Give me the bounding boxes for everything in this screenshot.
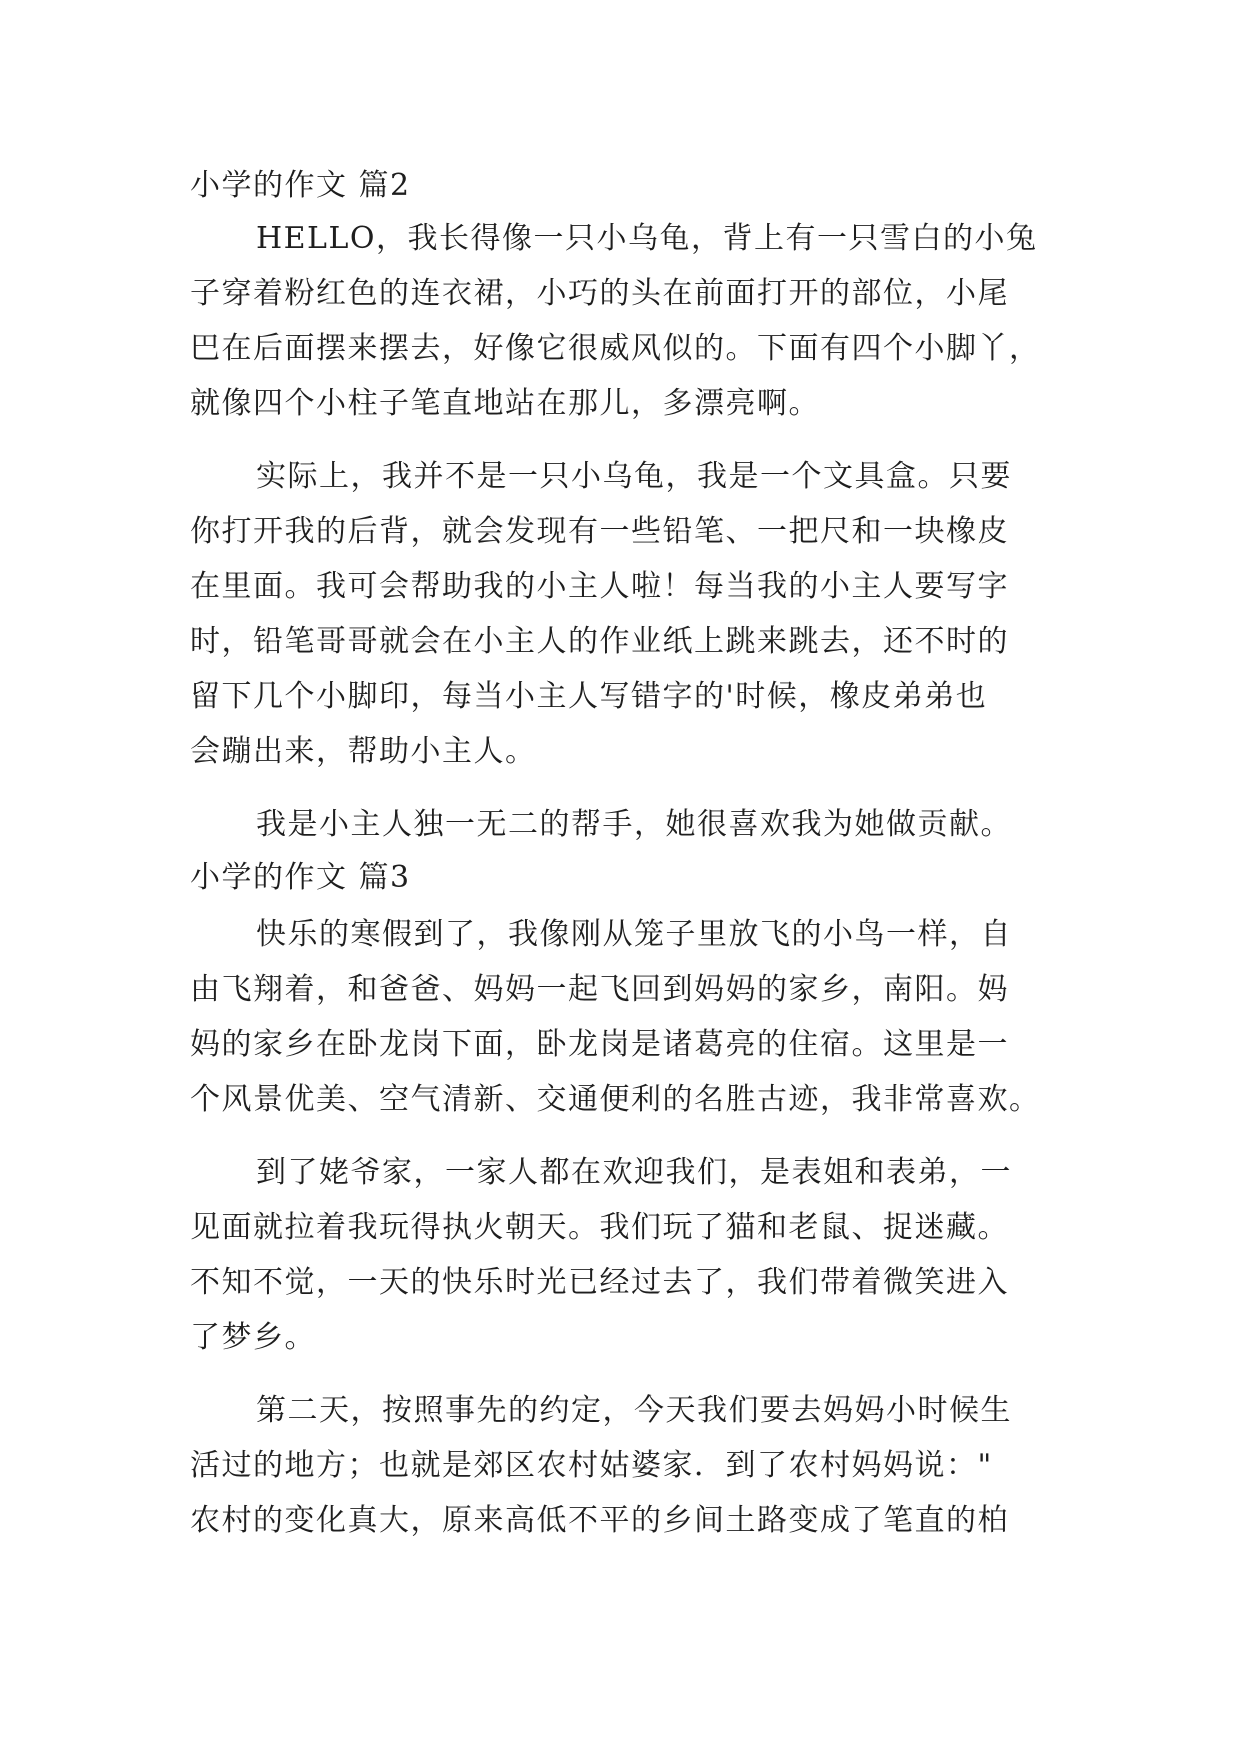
paragraph-line: 了梦乡。 xyxy=(190,1320,316,1355)
paragraph-line: 会蹦出来，帮助小主人。 xyxy=(190,734,537,769)
paragraph-line: 在里面。我可会帮助我的小主人啦！每当我的小主人要写字 xyxy=(190,569,1009,604)
paragraph-line: 子穿着粉红色的连衣裙，小巧的头在前面打开的部位，小尾 xyxy=(190,276,1009,311)
section-heading-3: 小学的作文 篇3 xyxy=(190,860,411,895)
paragraph-line: HELLO，我长得像一只小乌龟，背上有一只雪白的小兔 xyxy=(256,221,1038,256)
paragraph-line: 活过的地方；也就是郊区农村姑婆家．到了农村妈妈说：" xyxy=(190,1448,993,1483)
paragraph-line: 第二天，按照事先的约定，今天我们要去妈妈小时候生 xyxy=(256,1393,1012,1428)
paragraph-line: 我是小主人独一无二的帮手，她很喜欢我为她做贡献。 xyxy=(256,807,1012,842)
paragraph-line: 时，铅笔哥哥就会在小主人的作业纸上跳来跳去，还不时的 xyxy=(190,624,1009,659)
paragraph-line: 就像四个小柱子笔直地站在那儿，多漂亮啊。 xyxy=(190,386,820,421)
paragraph-line: 见面就拉着我玩得执火朝天。我们玩了猫和老鼠、捉迷藏。 xyxy=(190,1210,1009,1245)
paragraph-line: 巴在后面摆来摆去，好像它很威风似的。下面有四个小脚丫， xyxy=(190,331,1041,366)
paragraph-line: 农村的变化真大，原来高低不平的乡间土路变成了笔直的柏 xyxy=(190,1503,1009,1538)
paragraph-line: 个风景优美、空气清新、交通便利的名胜古迹，我非常喜欢。 xyxy=(190,1082,1041,1117)
paragraph-line: 妈的家乡在卧龙岗下面，卧龙岗是诸葛亮的住宿。这里是一 xyxy=(190,1027,1009,1062)
paragraph-line: 到了姥爷家，一家人都在欢迎我们，是表姐和表弟，一 xyxy=(256,1155,1012,1190)
paragraph-line: 实际上，我并不是一只小乌龟，我是一个文具盒。只要 xyxy=(256,459,1012,494)
paragraph-line: 由飞翔着，和爸爸、妈妈一起飞回到妈妈的家乡，南阳。妈 xyxy=(190,972,1009,1007)
paragraph-line: 留下几个小脚印，每当小主人写错字的'时候，橡皮弟弟也 xyxy=(190,679,988,714)
paragraph-line: 你打开我的后背，就会发现有一些铅笔、一把尺和一块橡皮 xyxy=(190,514,1009,549)
section-heading-2: 小学的作文 篇2 xyxy=(190,168,411,203)
paragraph-line: 快乐的寒假到了，我像刚从笼子里放飞的小鸟一样，自 xyxy=(256,917,1012,952)
paragraph-line: 不知不觉，一天的快乐时光已经过去了，我们带着微笑进入 xyxy=(190,1265,1009,1300)
